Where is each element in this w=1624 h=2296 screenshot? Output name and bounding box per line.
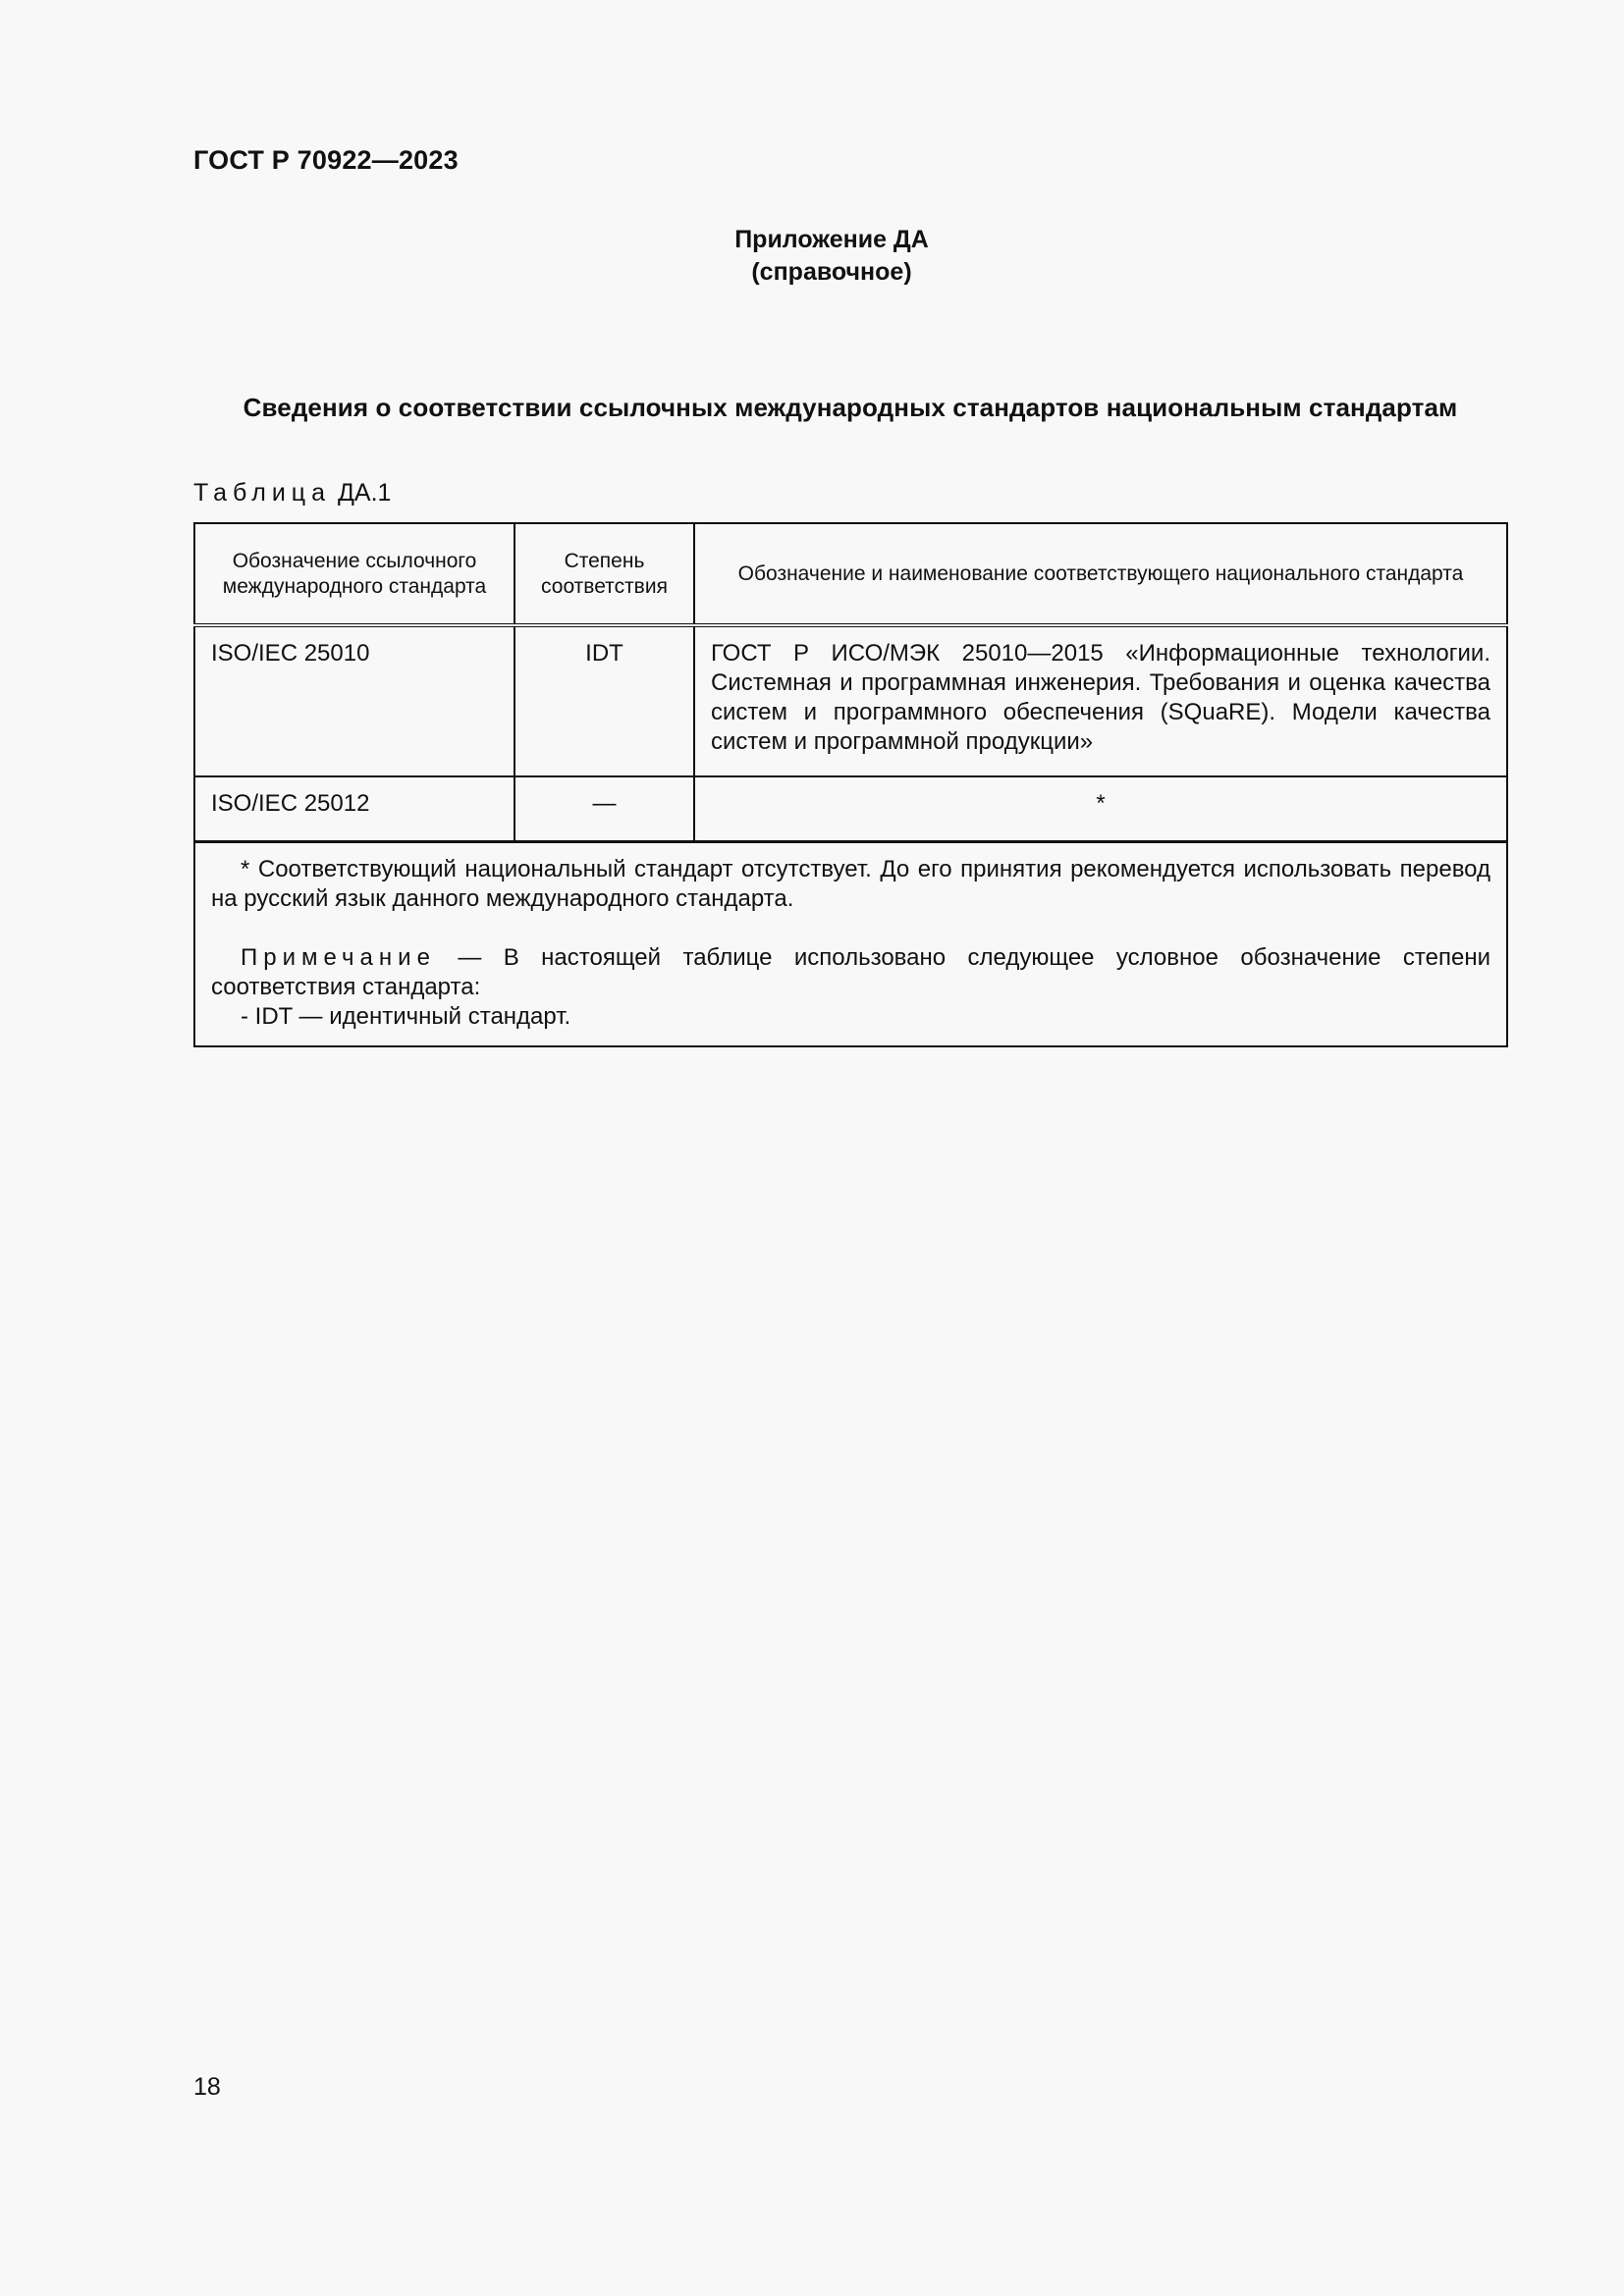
table-row [194,625,1507,776]
cell-intl-standard: ISO/IEC 25010 [194,625,514,776]
table-footer-row [194,841,1507,1046]
page-number: 18 [193,2073,221,2101]
footnote-text: * Соответствующий национальный стандарт отсутствует. До его принятия рекомендуется использовать перевод на русский язык данного международного стандарта. [211,855,1490,912]
appendix-heading [0,224,1624,289]
section-title: Сведения о соответствии ссылочных международных стандартов национальным стандартам [243,393,1458,422]
note-list-item: - IDT — идентичный стандарт. [241,1002,571,1030]
table-caption [193,479,391,507]
cell-national-standard: * [694,776,1507,841]
header-degree: Степень соответствия [514,523,694,625]
cell-degree: IDT [514,625,694,776]
header-national-standard: Обозначение и наименование соответствующего национального стандарта [694,523,1507,625]
note-text: — В настоящей таблице использовано следующее условное обозначение степени соответствия стандарта: [211,943,1490,1000]
note-paragraph [211,943,1490,1002]
table-header-row [194,523,1507,625]
table-caption-number: ДА.1 [337,479,392,507]
cell-national-standard: ГОСТ Р ИСО/МЭК 25010—2015 «Информационные технологии. Системная и программная инженерия. Требования и оценка качества систем и программного обеспечения (SQuaRE). Модели качества систем и программной продукции» [694,625,1507,776]
correspondence-table [193,522,1508,1047]
table-footer [194,841,1507,1046]
header-intl-standard: Обозначение ссылочного международного стандарта [194,523,514,625]
cell-intl-standard: ISO/IEC 25012 [194,776,514,841]
document-code: ГОСТ Р 70922—2023 [193,145,459,175]
appendix-subtitle: (справочное) [751,258,912,286]
table-row [194,776,1507,841]
table-caption-label: Таблица [193,479,332,507]
note-label: Примечание [241,943,436,971]
cell-degree: — [514,776,694,841]
appendix-title: Приложение ДА [734,226,929,253]
